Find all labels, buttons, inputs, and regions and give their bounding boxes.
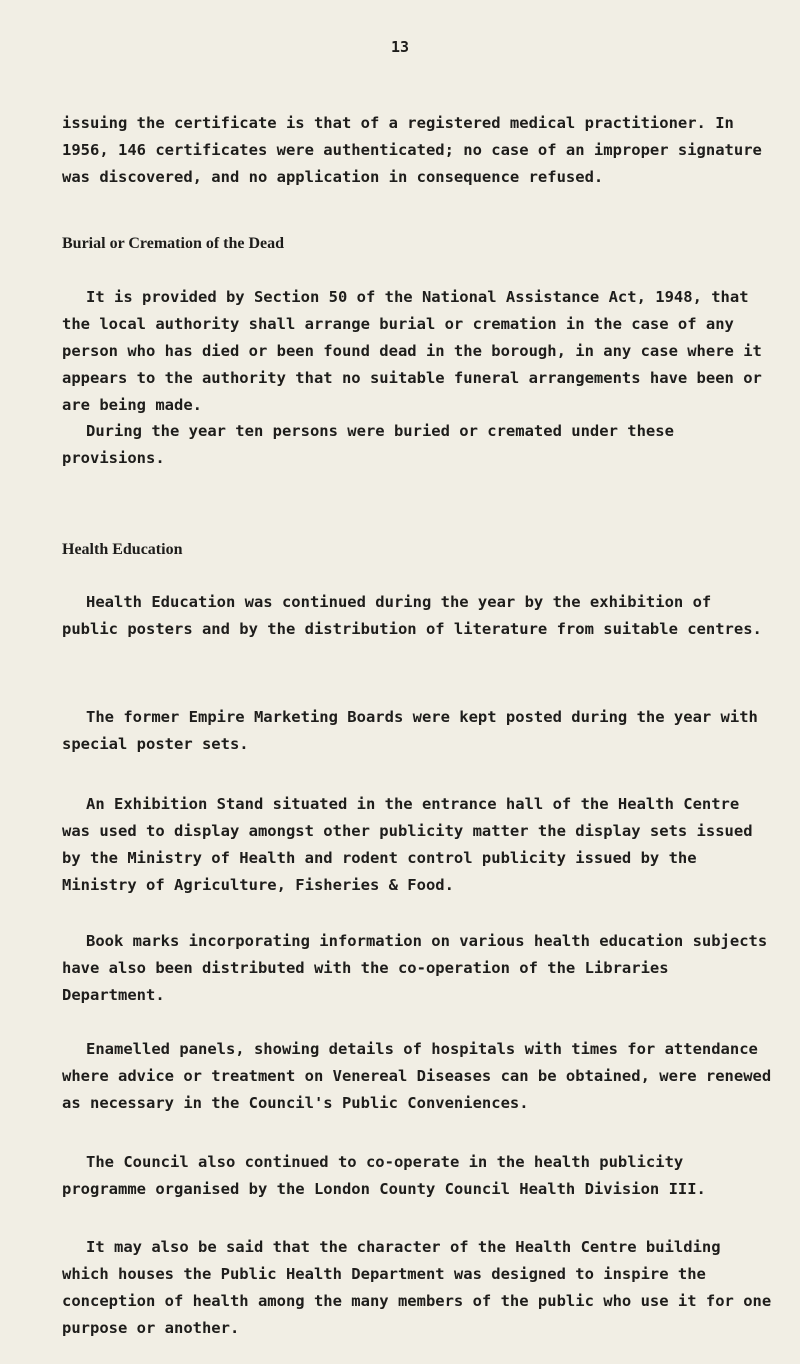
burial-paragraph-1: It is provided by Section 50 of the National Assistance Act, 1948, that the local authority shall arrange burial or cremation in the case of any person who has died or been found dead in the borough, in any case where it appears to the authority that no suitable funeral arrangements have been or are being made. (62, 288, 762, 414)
health-education-paragraph-4: Book marks incorporating information on various health education subjects have also been distributed with the co-operation of the Libraries Department. (62, 932, 768, 1004)
page-number: 13 (390, 38, 410, 56)
health-education-paragraph-7: It may also be said that the character of the Health Centre building which houses the Public Health Department was designed to inspire the conception of health among the many members of the public who use it for one purpose or another. (62, 1238, 772, 1337)
health-education-heading: Health Education (62, 541, 183, 558)
health-education-paragraph-5: Enamelled panels, showing details of hospitals with times for attendance where advice or treatment on Venereal Diseases can be obtained, were renewed as necessary in the Council's Public Conveniences. (62, 1040, 772, 1112)
health-education-paragraph-1: Health Education was continued during the year by the exhibition of public posters and by the distribution of literature from suitable centres. (62, 593, 762, 638)
health-education-paragraph-3: An Exhibition Stand situated in the entrance hall of the Health Centre was used to display amongst other publicity matter the display sets issued by the Ministry of Health and rodent control publicity issued by the Ministry of Agriculture, Fisheries & Food. (62, 795, 753, 894)
health-education-paragraph-6: The Council also continued to co-operate in the health publicity programme organised by the London County Council Health Division III. (62, 1153, 706, 1198)
intro-paragraph: issuing the certificate is that of a registered medical practitioner. In 1956, 146 certificates were authenticated; no case of an improper signature was discovered, and no application in consequence refused. (62, 114, 762, 186)
burial-paragraph-2: During the year ten persons were buried or cremated under these provisions. (62, 422, 674, 467)
burial-section-heading: Burial or Cremation of the Dead (62, 235, 285, 252)
health-education-paragraph-2: The former Empire Marketing Boards were kept posted during the year with special poster sets. (62, 708, 758, 753)
